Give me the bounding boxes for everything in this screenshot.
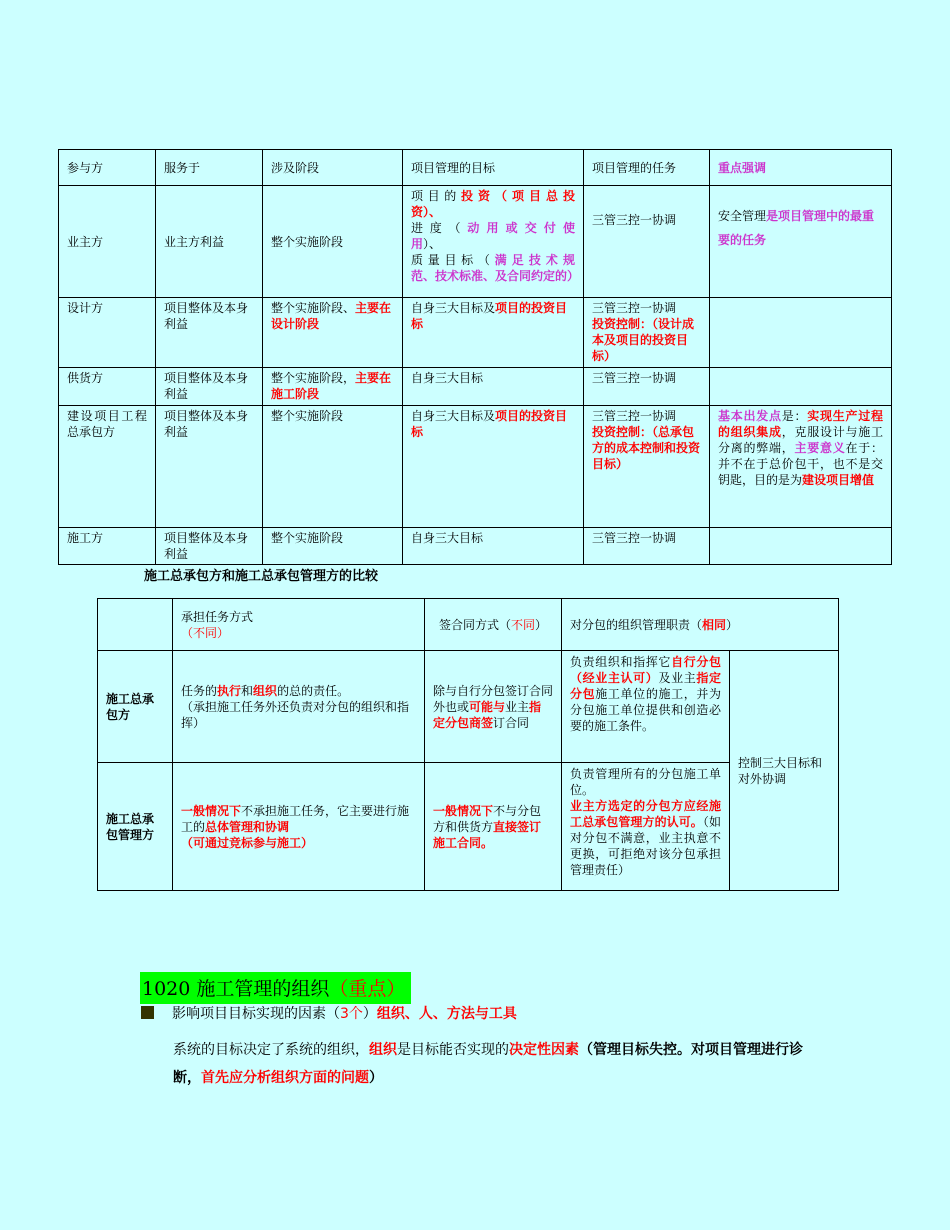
gcm-duty: 负责管理所有的分包施工单位。 业主方选定的分包方应经施工总承包管理方的认可。（如对分包不满意，业主执意不更换，可拒绝对该分包承担管理责任） <box>562 763 730 891</box>
epc-party: 建设项目工程总承包方 <box>59 406 156 528</box>
owner-party: 业主方 <box>59 186 156 298</box>
contractor-serves: 项目整体及本身利益 <box>156 528 263 565</box>
contractor-goal: 自身三大目标 <box>403 528 584 565</box>
comparison-header-row <box>98 599 839 651</box>
comparison-row-gc-management <box>98 763 839 891</box>
epc-task: 三管三控一协调 投资控制：（总承包方的成本控制和投资目标） <box>584 406 710 528</box>
comparison-corner <box>98 599 173 651</box>
designer-stage: 整个实施阶段、主要在设计阶段 <box>263 298 403 368</box>
table-header-row <box>59 150 892 186</box>
header-emphasis: 重点强调 <box>710 150 892 186</box>
contractor-party: 施工方 <box>59 528 156 565</box>
gc-task: 任务的执行和组织的总的责任。 （承担施工任务外还负责对分包的组织和指挥） <box>173 651 425 763</box>
square-bullet-icon <box>141 1006 154 1019</box>
table-row-contractor <box>59 528 892 565</box>
owner-goal: 项 目 的 投 资 （ 项 目 总 投 资）、 进 度 （ 动 用 或 交 付 使 用）、 质 量 目 标 （ 满 足 技 术 规 范、技术标准、及合同约定的） <box>403 186 584 298</box>
contractor-stage: 整个实施阶段 <box>263 528 403 565</box>
table-row-supplier <box>59 368 892 406</box>
owner-emphasis: 安全管理是项目管理中的最重要的任务 <box>710 186 892 298</box>
supplier-party: 供货方 <box>59 368 156 406</box>
comparison-row-general-contractor <box>98 651 839 763</box>
gcm-contract: 一般情况下不与分包方和供货方直接签订施工合同。 <box>425 763 562 891</box>
gcm-task: 一般情况下不承担施工任务，它主要进行施工的总体管理和协调 （可通过竞标参与施工） <box>173 763 425 891</box>
epc-serves: 项目整体及本身利益 <box>156 406 263 528</box>
gc-label: 施工总承包方 <box>98 651 173 763</box>
gc-duty: 负责组织和指挥它自行分包（经业主认可）及业主指定分包施工单位的施工，并为分包施工单位提供和创造必要的施工条件。 <box>562 651 730 763</box>
supplier-serves: 项目整体及本身利益 <box>156 368 263 406</box>
designer-goal: 自身三大目标及项目的投资目标 <box>403 298 584 368</box>
participants-table <box>58 149 892 565</box>
table-row-epc <box>59 406 892 528</box>
table-row-designer <box>59 298 892 368</box>
section-paragraph: 系统的目标决定了系统的组织，组织是目标能否实现的决定性因素（管理目标失控。对项目管理进行诊断，首先应分析组织方面的问题） <box>173 1042 803 1086</box>
gcm-label: 施工总承包管理方 <box>98 763 173 891</box>
gc-contract: 除与自行分包签订合同外也或可能与业主指定分包商签订合同 <box>425 651 562 763</box>
table-row-owner <box>59 186 892 298</box>
supplier-stage: 整个实施阶段，主要在施工阶段 <box>263 368 403 406</box>
comparison-caption: 施工总承包方和施工总承包管理方的比较 <box>144 569 379 584</box>
designer-task: 三管三控一协调 投资控制：（设计成本及项目的投资目标） <box>584 298 710 368</box>
header-serves: 服务于 <box>156 150 263 186</box>
section-heading: 1020 施工管理的组织（重点） <box>140 972 411 1004</box>
shared-duty: 控制三大目标和对外协调 <box>730 651 839 891</box>
header-goal: 项目管理的目标 <box>403 150 584 186</box>
epc-goal: 自身三大目标及项目的投资目标 <box>403 406 584 528</box>
comparison-table <box>97 598 839 891</box>
epc-stage: 整个实施阶段 <box>263 406 403 528</box>
contractor-emphasis <box>710 528 892 565</box>
supplier-task: 三管三控一协调 <box>584 368 710 406</box>
header-subcontract-duty: 对分包的组织管理职责（相同） <box>562 599 839 651</box>
header-stage: 涉及阶段 <box>263 150 403 186</box>
header-party: 参与方 <box>59 150 156 186</box>
bullet-item: 影响项目目标实现的因素（3个）组织、人、方法与工具 <box>141 1003 517 1023</box>
supplier-goal: 自身三大目标 <box>403 368 584 406</box>
header-task-mode: 承担任务方式 （不同） <box>173 599 425 651</box>
owner-serves: 业主方利益 <box>156 186 263 298</box>
designer-party: 设计方 <box>59 298 156 368</box>
designer-serves: 项目整体及本身利益 <box>156 298 263 368</box>
header-task: 项目管理的任务 <box>584 150 710 186</box>
owner-stage: 整个实施阶段 <box>263 186 403 298</box>
header-contract-mode: 签合同方式（不同） <box>425 599 562 651</box>
supplier-emphasis <box>710 368 892 406</box>
contractor-task: 三管三控一协调 <box>584 528 710 565</box>
owner-task: 三管三控一协调 <box>584 186 710 298</box>
designer-emphasis <box>710 298 892 368</box>
epc-emphasis: 基本出发点是：实现生产过程的组织集成，克服设计与施工分离的弊端，主要意义在于：并不在于总价包干，也不是交钥匙，目的是为建设项目增值 <box>710 406 892 528</box>
